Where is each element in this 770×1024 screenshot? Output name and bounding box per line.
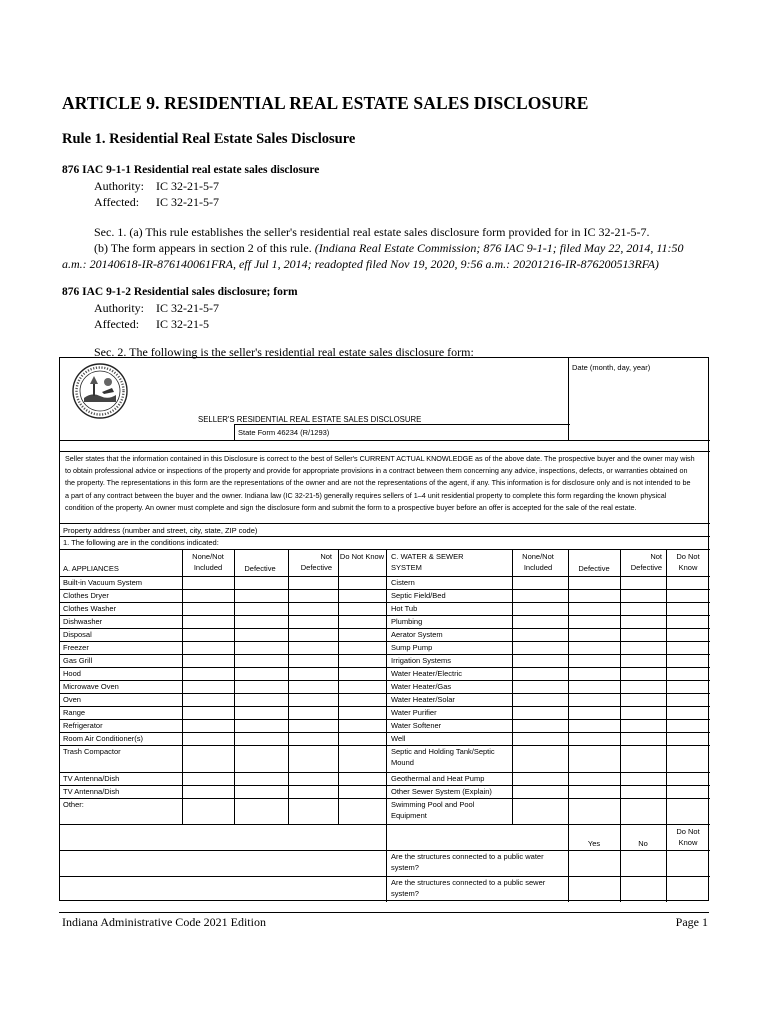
column-divider [568, 824, 569, 902]
left-do-not-know-header: Do Not Know [339, 552, 385, 561]
rule-1-heading: 876 IAC 9-1-1 Residential real estate sales disclosure [62, 164, 320, 176]
row-divider [60, 602, 710, 603]
conditions-label: 1. The following are in the conditions indicated: [63, 538, 219, 547]
column-divider [620, 824, 621, 902]
authority-label: Authority: [94, 179, 144, 193]
water-sewer-item: Well [391, 734, 406, 743]
right-none-not-included-header: None/Not Included [522, 552, 554, 572]
right-do-not-know-header: Do Not Know [676, 552, 700, 572]
row-divider [60, 719, 710, 720]
row-divider [60, 824, 710, 825]
authority-label: Authority: [94, 301, 144, 315]
water-sewer-item: Geothermal and Heat Pump [391, 774, 485, 783]
appliance-item: Trash Compactor [63, 747, 121, 756]
appliance-item: Hood [63, 669, 81, 678]
rule-2-heading: 876 IAC 9-1-2 Residential sales disclosure; form [62, 286, 298, 298]
public-water-question: Are the structures connected to a public water system? [391, 852, 544, 872]
footer-edition: Indiana Administrative Code 2021 Edition [62, 915, 266, 929]
left-none-not-included-header: None/Not Included [192, 552, 224, 572]
affected-label: Affected: [94, 317, 140, 331]
right-defective-header: Defective [578, 564, 610, 573]
sec-line-3-citation: a.m.: 20140618-IR-876140061FRA, eff Jul 1, 2014; readopted filed Nov 19, 2020, 9:56 a.m.: 20201216-IR-876200513RFA) [62, 257, 659, 271]
left-not-defective-header: Not Defective [300, 552, 332, 572]
rule-1-authority [94, 178, 219, 194]
water-sewer-item: Plumbing [391, 617, 423, 626]
column-divider [568, 549, 569, 824]
row-divider [60, 654, 710, 655]
disclosure-form [59, 357, 709, 901]
rule-2-affected [94, 316, 209, 332]
indiana-state-seal-icon [70, 362, 130, 420]
appliances-header: A. APPLIANCES [63, 564, 119, 573]
affected-value: IC 32-21-5-7 [156, 195, 219, 209]
row-divider [60, 785, 710, 786]
row-divider [60, 641, 710, 642]
appliance-item: Disposal [63, 630, 92, 639]
rule-title: Rule 1. Residential Real Estate Sales Disclosure [62, 131, 356, 147]
water-sewer-item: Swimming Pool and Pool Equipment [391, 800, 475, 820]
row-divider [60, 850, 710, 851]
left-defective-header: Defective [244, 564, 276, 573]
appliance-item: TV Antenna/Dish [63, 774, 120, 783]
water-sewer-item: Septic Field/Bed [391, 591, 446, 600]
row-divider [60, 706, 710, 707]
column-divider [234, 549, 235, 824]
sec-line-2-citation: (Indiana Real Estate Commission; 876 IAC 9-1-1; filed May 22, 2014, 11:50 [314, 241, 684, 255]
water-sewer-item: Irrigation Systems [391, 656, 452, 665]
footer-divider [59, 912, 709, 913]
column-divider [666, 824, 667, 902]
water-sewer-item: Sump Pump [391, 643, 433, 652]
column-divider [386, 549, 387, 902]
column-divider [288, 549, 289, 824]
sec-line-2-text: (b) The form appears in section 2 of this rule. [94, 241, 315, 255]
column-divider [666, 549, 667, 824]
water-sewer-item: Cistern [391, 578, 415, 587]
water-sewer-item: Other Sewer System (Explain) [391, 787, 492, 796]
article-title: ARTICLE 9. RESIDENTIAL REAL ESTATE SALES DISCLOSURE [62, 93, 589, 113]
appliance-item: Room Air Conditioner(s) [63, 734, 144, 743]
row-divider [60, 772, 710, 773]
appliance-item: Other: [63, 800, 84, 809]
affected-value: IC 32-21-5 [156, 317, 209, 331]
no-header: No [638, 839, 648, 848]
property-address-label: Property address (number and street, city, state, ZIP code) [63, 526, 258, 535]
appliance-item: TV Antenna/Dish [63, 787, 120, 796]
water-sewer-item: Septic and Holding Tank/Septic Mound [391, 747, 495, 767]
appliance-item: Range [63, 708, 86, 717]
rule-2-authority [94, 300, 219, 316]
row-divider [60, 589, 710, 590]
appliance-item: Microwave Oven [63, 682, 119, 691]
row-divider [60, 615, 710, 616]
appliance-item: Oven [63, 695, 81, 704]
appliance-item: Refrigerator [63, 721, 103, 730]
rule-2-sec-line-1: Sec. 2. The following is the seller's residential real estate sales disclosure form: [94, 345, 474, 359]
column-divider [620, 549, 621, 824]
water-sewer-item: Water Heater/Electric [391, 669, 462, 678]
rule-1-sec-line-1: Sec. 1. (a) This rule establishes the seller's residential real estate sales disclosure form provided for in IC 32-21-5-7. [94, 225, 650, 239]
yn-do-not-know-header: Do Not Know [676, 827, 700, 847]
water-sewer-item: Water Softener [391, 721, 442, 730]
water-sewer-item: Aerator System [391, 630, 443, 639]
water-sewer-item: Water Heater/Solar [391, 695, 455, 704]
footer-page-number: Page 1 [675, 915, 708, 929]
rule-1-affected [94, 194, 219, 210]
state-form-number: State Form 46234 (R/1293) [238, 428, 330, 437]
yes-header: Yes [587, 839, 601, 848]
row-divider [60, 628, 710, 629]
appliance-item: Gas Grill [63, 656, 93, 665]
date-label: Date (month, day, year) [572, 363, 651, 372]
row-divider [60, 680, 710, 681]
row-divider [60, 745, 710, 746]
appliance-item: Clothes Washer [63, 604, 117, 613]
row-divider [60, 798, 710, 799]
water-sewer-item: Water Heater/Gas [391, 682, 452, 691]
seller-statement: Seller states that the information contained in this Disclosure is correct to the best of Seller's CURRENT ACTUAL KNOWLEDGE as of the above date. The prospective buyer and the owner may wish to obtain professional advice or inspections of the property and provide for appropriate provisions in a contract between them concerning any advice, inspections, defects, or warranties obtained on the property. The representations in this form are the representations of the owner and are not the representations of the agent, if any. This information is for disclosure only and is not intended to be a part of any contract between the buyer and the owner. Indiana law (IC 32-21-5) generally requires sellers of 1–4 unit residential property to complete this form regarding the known physical condition of the property. An owner must complete and sign the disclosure form and submit the form to a prospective buyer before an offer is accepted for the sale of the real estate. [65, 454, 695, 512]
authority-value: IC 32-21-5-7 [156, 179, 219, 193]
column-divider [182, 549, 183, 824]
public-sewer-question: Are the structures connected to a public sewer system? [391, 878, 546, 898]
water-sewer-item: Water Purifier [391, 708, 437, 717]
row-divider [60, 576, 710, 577]
appliance-item: Built-in Vacuum System [63, 578, 143, 587]
appliance-item: Clothes Dryer [63, 591, 109, 600]
row-divider [60, 876, 710, 877]
rule-1-sec-line-2 [94, 240, 683, 256]
appliance-item: Freezer [63, 643, 89, 652]
row-divider [60, 667, 710, 668]
appliance-item: Dishwasher [63, 617, 103, 626]
water-sewer-header: C. WATER & SEWER SYSTEM [391, 552, 464, 572]
rule-1-sec-line-3 [62, 256, 659, 272]
row-divider [60, 732, 710, 733]
authority-value: IC 32-21-5-7 [156, 301, 219, 315]
water-sewer-item: Hot Tub [391, 604, 418, 613]
right-not-defective-header: Not Defective [630, 552, 662, 572]
form-title: SELLER'S RESIDENTIAL REAL ESTATE SALES DISCLOSURE [198, 415, 422, 424]
column-divider [512, 549, 513, 824]
row-divider [60, 693, 710, 694]
column-divider [338, 549, 339, 824]
affected-label: Affected: [94, 195, 140, 209]
